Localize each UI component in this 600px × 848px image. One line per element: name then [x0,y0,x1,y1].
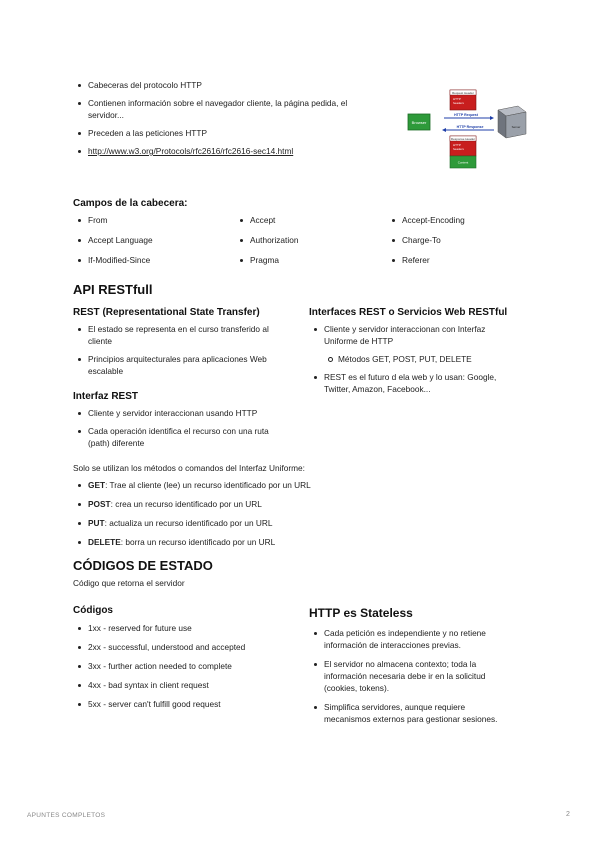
method-desc: : Trae al cliente (lee) un recurso identificado por un URL [105,480,311,490]
method-name: DELETE [88,537,121,548]
request-header-box [450,90,476,110]
list-item [388,214,538,226]
list-item [74,622,289,634]
field-name: If-Modified-Since [88,255,151,266]
status-code-item: 2xx - successful, understood and accepted [88,642,246,653]
list-item-text: El estado se representa en el curso transferido al cliente [88,324,269,347]
rest-section-title: API RESTfull [73,282,153,297]
status-code-item: 4xx - bad syntax in client request [88,680,209,691]
list-item-text: REST es el futuro d ela web y lo usan: Google, Twitter, Amazon, Facebook... [324,372,497,395]
codigos-subtitle: Código que retorna el servidor [73,578,185,588]
list-item [74,97,384,121]
browser-icon [408,114,430,130]
list-item [74,641,289,653]
codigos-list [74,622,289,717]
rest-right-title: Interfaces REST o Servicios Web RESTful [309,307,508,318]
response-label: HTTP Response [456,125,484,129]
list-item [74,214,236,226]
campos-col-3 [388,214,538,274]
status-code-item: 1xx - reserved for future use [88,623,192,633]
method-name: GET [88,480,106,490]
list-item [74,698,289,710]
status-code-item: 5xx - server can't fulfill good request [88,699,221,710]
rest-right-list [310,323,515,401]
request-label: HTTP Request [454,113,478,117]
codigos-list-title: Códigos [73,605,113,616]
list-item [74,145,384,157]
campos-col-1 [74,214,236,274]
list-item [236,214,388,226]
field-name: Authorization [250,235,299,246]
list-item [74,127,384,139]
list-item-text: Cliente y servidor interaccionan con Interfaz Uniforme de HTTP [324,324,486,347]
request-box-line: HTTP [453,97,461,101]
list-item [388,254,538,266]
list-item [74,679,289,691]
list-item [74,234,236,246]
field-name: From [88,215,108,225]
list-item [74,425,289,449]
stateless-title: HTTP es Stateless [309,606,413,620]
method-desc: : borra un recurso identificado por un URL [120,537,276,548]
list-item-text: Cliente y servidor interaccionan usando HTTP [88,408,258,418]
http-diagram [406,86,530,172]
campos-grid [74,214,538,274]
field-name: Accept-Encoding [402,215,465,225]
list-item [388,234,538,246]
request-box-title: Request Header [452,91,474,95]
codigos-section-title: CÓDIGOS DE ESTADO [73,558,213,573]
campos-title: Campos de la cabecera: [73,198,188,209]
rfc-link[interactable]: http://www.w3.org/Protocols/rfc2616/rfc2616-sec14.html [88,146,294,157]
request-arrow [444,113,494,120]
footer-label: APUNTES COMPLETOS [27,812,106,819]
response-header-box [450,136,476,168]
campos-col-2 [236,214,388,274]
request-box-line: headers [453,101,464,105]
field-name: Referer [402,255,430,266]
list-item [310,658,510,694]
response-box-line: HTTP [453,143,461,147]
sub-list-item [324,353,515,365]
browser-label: Browser [411,120,427,125]
list-item [74,254,236,266]
method-get [74,479,404,491]
field-name: Accept Language [88,235,153,246]
interfaz-title: Interfaz REST [73,391,139,402]
rest-left-list [74,323,289,383]
method-post [74,498,404,510]
method-put [74,517,404,529]
list-item-text: Principios arquitecturales para aplicaciones Web escalable [88,354,267,377]
list-item [310,701,510,725]
response-arrow [442,125,494,132]
list-item-text: Contienen información sobre el navegador cliente, la página pedida, el servidor... [88,98,348,121]
content-label: Content [457,160,469,165]
method-delete [74,536,404,548]
list-item-text: Métodos GET, POST, PUT, DELETE [338,354,472,365]
list-item [74,323,289,347]
list-item [236,234,388,246]
stateless-list [310,627,510,732]
response-box-line: headers [453,147,464,151]
methods-intro: Solo se utilizan los métodos o comandos del Interfaz Uniforme: [73,463,305,473]
page-number: 2 [566,811,570,818]
server-icon [498,106,526,138]
intro-list [74,79,384,163]
method-name: PUT [88,518,105,529]
list-item [74,660,289,672]
method-desc: : crea un recurso identificado por un URL [110,499,262,510]
server-label: Server [511,125,521,129]
list-item [310,323,515,347]
list-item-text: Cada petición es independiente y no retiene información de interacciones previas. [324,628,486,651]
list-item-text: Preceden a las peticiones HTTP [88,128,207,139]
field-name: Pragma [250,255,280,266]
list-item-text: Simplifica servidores, aunque requiere mecanismos externos para gestionar sesiones. [324,702,498,725]
response-box-title: Response Header [450,137,476,141]
list-item-text: El servidor no almacena contexto; toda la información necesaria debe ir en la solicitud (cookies, tokens). [324,659,486,694]
interfaz-list [74,407,289,455]
method-desc: : actualiza un recurso identificado por un URL [104,518,273,529]
method-name: POST [88,499,111,510]
list-item [310,627,510,651]
list-item-text: Cada operación identifica el recurso con una ruta (path) diferente [88,426,269,449]
list-item [74,407,289,419]
status-code-item: 3xx - further action needed to complete [88,661,232,672]
rest-left-title: REST (Representational State Transfer) [73,307,260,318]
list-item-text: Cabeceras del protocolo HTTP [88,80,202,90]
list-item [74,353,289,377]
field-name: Accept [250,215,276,225]
list-item [236,254,388,266]
field-name: Charge-To [402,235,441,246]
list-item [310,371,515,395]
list-item [74,79,384,91]
methods-list [74,479,404,555]
